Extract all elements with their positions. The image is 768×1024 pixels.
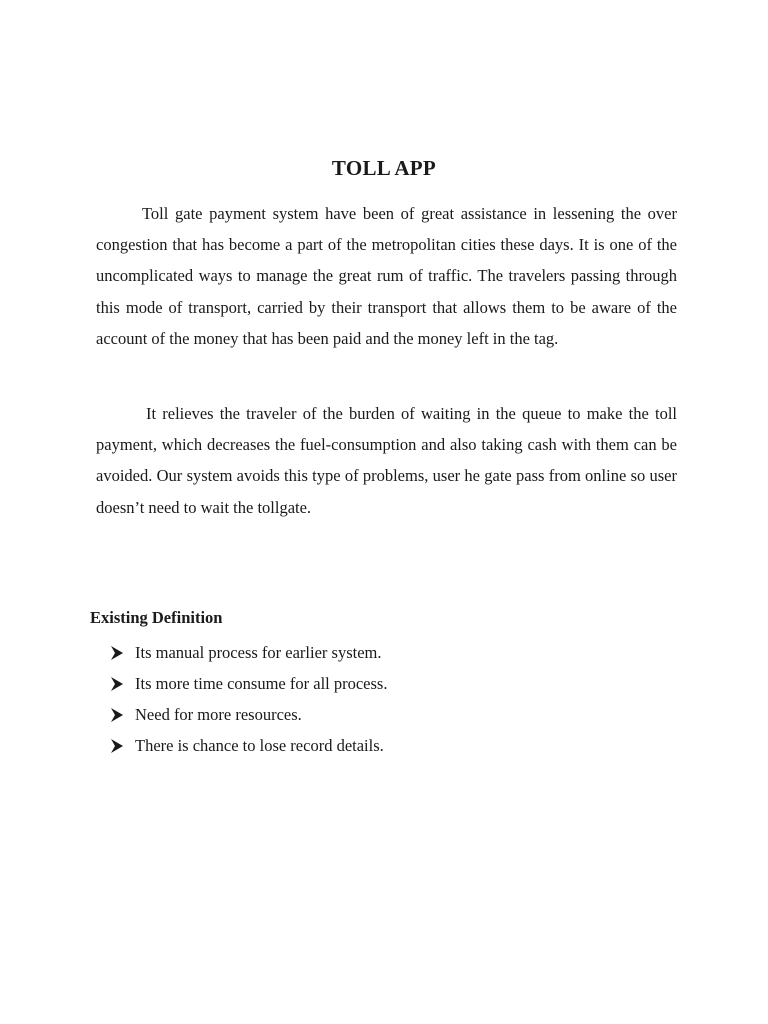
paragraph-benefits: It relieves the traveler of the burden of waiting in the queue to make the toll payment, which decreases the fuel-consumption and also taking cash with them can be avoided. Our system avoids this type of problems, user he gate pass from online so user doesn’t need to wait the tollgate. xyxy=(96,404,677,517)
arrowhead-bullet-icon xyxy=(110,676,135,692)
list-item-text: Its more time consume for all process. xyxy=(135,673,388,693)
list-item xyxy=(110,668,387,699)
list-item-text: Need for more resources. xyxy=(135,704,302,724)
list-item xyxy=(110,730,387,761)
document-title: TOLL APP xyxy=(331,156,437,180)
existing-definition-list xyxy=(110,637,387,761)
arrowhead-bullet-icon xyxy=(110,645,135,661)
paragraph-intro: Toll gate payment system have been of great assistance in lessening the over congestion that has become a part of the metropolitan cities these days. It is one of the uncomplicated ways to manage the great rum of traffic. The travelers passing through this mode of transport, carried by their transport that allows them to be aware of the account of the money that has been paid and the money left in the tag. xyxy=(96,204,677,348)
list-item-text: Its manual process for earlier system. xyxy=(135,642,382,662)
arrowhead-bullet-icon xyxy=(110,707,135,723)
section-heading-existing-definition: Existing Definition xyxy=(90,608,223,627)
list-item xyxy=(110,699,387,730)
arrowhead-bullet-icon xyxy=(110,738,135,754)
list-item xyxy=(110,637,387,668)
list-item-text: There is chance to lose record details. xyxy=(135,735,384,755)
